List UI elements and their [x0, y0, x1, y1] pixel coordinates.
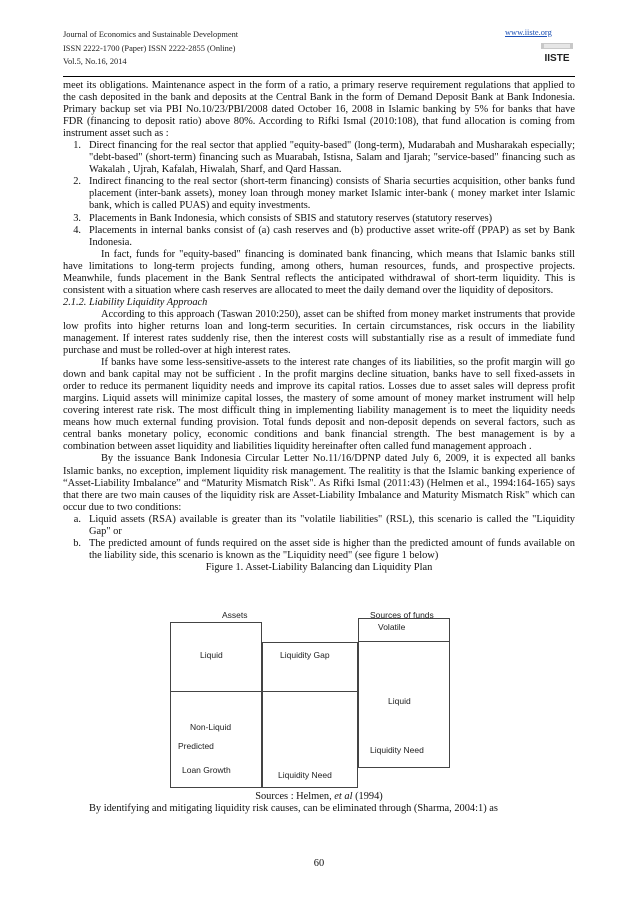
paragraph-5: By the issuance Bank Indonesia Circular Letter No.11/16/DPNP dated July 6, 2009, it is expected all banks Islamic banks, no exception, implement liquidity risk management. The realitity is that the Islamic banking experience of “Asset-Liability Imbalance” and “Maturity Mismatch Risk". As Rifki Ismal (2011:43) (Helmen et al., 1994:164-165) says that there are two main causes of the liquidity risk are Asset-Liability Imbalance and Maturity Mismatch Risk" which can occur due to two conditions:	[63, 453, 575, 513]
list-item: a. Liquid assets (RSA) available is greater than its "volatile liabilities" (RSL), this scenario is called the "Liquidity Gap" or	[73, 513, 575, 537]
list-item: b. The predicted amount of funds required on the asset side is higher than the predicted amount of funds available on the liability side, this scenario is known as the "Liquidity need" (see figure 1 below)	[73, 537, 575, 561]
conditions-list	[63, 514, 575, 562]
loan-growth-label: Loan Growth	[182, 765, 231, 775]
list-item: 2. Indirect financing to the real sector (short-term financing) consists of Sharia securties acquisition, other banks fund placement (inter-bank assets), money loan through money market Islamic inter-bank ( money market inter Islamic bank, which is called PUAS) and equity investments.	[73, 176, 575, 212]
paragraph-1: meet its obligations. Maintenance aspect in the form of a ratio, a primary reserve requirement regulations that applied to the cash deposited in the bank and deposits at the Central Bank in the form of Demand Deposit Bank at Bank Indonesia. Primary backup set via PBI No.10/23/PBI/2008 dated October 16, 2008 in Islamic banking by 5% for banks that have FDR (financing to deposit ratio) above 80%. According to Rifki Ismal (2010:108), that fund allocation is coming from instrument asset such as :	[63, 80, 575, 140]
paragraph-4: If banks have some less-sensitive-assets to the interest rate changes of its liabilities, so the profit margin will go down and bank capital may not be sufficient . In the profit margins decline situation, banks have to sell fixed-assets in order to reduce its permanent liquidity needs and improve its capital ratios. Losses due to asset sales will depress profit margins. Liquid assets will minimize capital losses, the mastery of some amount of money market instrument will help covering interest rate risk. The most difficult thing in implementing liability management is to meet the liquidity needs means how much external funding provision. Total funds deposit and non-deposit depends on several factors, such as central banks monetary policy, economic conditions and bank financial strength. The best management is by a combination between asset liquidity and liabilities liquidity hereinafter often called fund management approach .	[63, 357, 575, 453]
iiste-logo-icon	[541, 43, 573, 65]
page-body	[63, 80, 575, 574]
list-item: 3. Placements in Bank Indonesia, which consists of SBIS and statutory reserves (statutory reserves)	[73, 212, 493, 224]
journal-url-link[interactable]: www.iiste.org	[505, 28, 552, 37]
liquidity-gap-label: Liquidity Gap	[280, 650, 330, 660]
instrument-asset-list	[63, 140, 575, 248]
figure-source: Sources : Helmen, et al (1994)	[255, 791, 383, 802]
logo-text: IISTE	[544, 53, 570, 64]
journal-volume: Vol.5, No.16, 2014	[63, 57, 127, 67]
header-rule	[63, 76, 575, 77]
journal-header	[63, 28, 238, 69]
non-liquid-label: Non-Liquid	[190, 722, 232, 732]
paragraph-2: In fact, funds for "equity-based" financing is dominated bank financing, which means that Islamic banks still have limitations to long-term projects funding, among others, human resources, funds, and prospective projects. Meanwhile, funds placement in the Bank Sentral reflects the anticipated withdrawal of short-term liquidity. This is consistent with a situation where cash reserves are allocated to meet the daily demand over the liquidity of depositors.	[63, 248, 575, 296]
paragraph-3: According to this approach (Taswan 2010:250), asset can be shifted from money market instruments that provide low profits into higher returns loan and long-term securities. In certain circumstances, risk occurs in the liability management. If interest rates suddenly rise, then the interest costs will substantially rise as a result of immediate fund purchase and must be rolled-over at high interest rates.	[63, 308, 575, 357]
volatile-label: Volatile	[378, 622, 406, 632]
predicted-label: Predicted	[178, 741, 214, 751]
closing-paragraph: By identifying and mitigating liquidity risk causes, can be eliminated through (Sharma, 2004:1) as	[89, 803, 498, 814]
list-item: 4. Placements in internal banks consist of (a) cash reserves and (b) productive asset write-off (PPAP) as set by Bank Indonesia.	[73, 224, 575, 248]
assets-label: Assets	[222, 610, 248, 620]
list-item: 1. Direct financing for the real sector that applied "equity-based" (long-term), Mudarabah and Musharakah especially; "debt-based" (short-term) financing such as Muarabah, Istisna, Salam and Ijarah; "service-based" financing such as Wakalah , Ujrah, Kafalah, Hiwalah, Sharf, and Qard Hassan.	[73, 140, 575, 176]
section-heading: 2.1.2. Liability Liquidity Approach	[63, 296, 208, 308]
sources-liquid-label: Liquid	[388, 696, 411, 706]
page-number: 60	[313, 858, 325, 869]
figure-caption: Figure 1. Asset-Liability Balancing dan Liquidity Plan	[205, 561, 433, 573]
journal-issn: ISSN 2222-1700 (Paper) ISSN 2222-2855 (Online)	[63, 43, 236, 53]
asset-liability-diagram	[170, 610, 470, 788]
liquidity-need-right-label: Liquidity Need	[370, 745, 424, 755]
assets-liquid-label: Liquid	[200, 650, 223, 660]
liquidity-need-mid-label: Liquidity Need	[278, 770, 332, 780]
journal-title: Journal of Economics and Sustainable Development	[63, 30, 239, 39]
sources-label: Sources of funds	[370, 610, 434, 620]
